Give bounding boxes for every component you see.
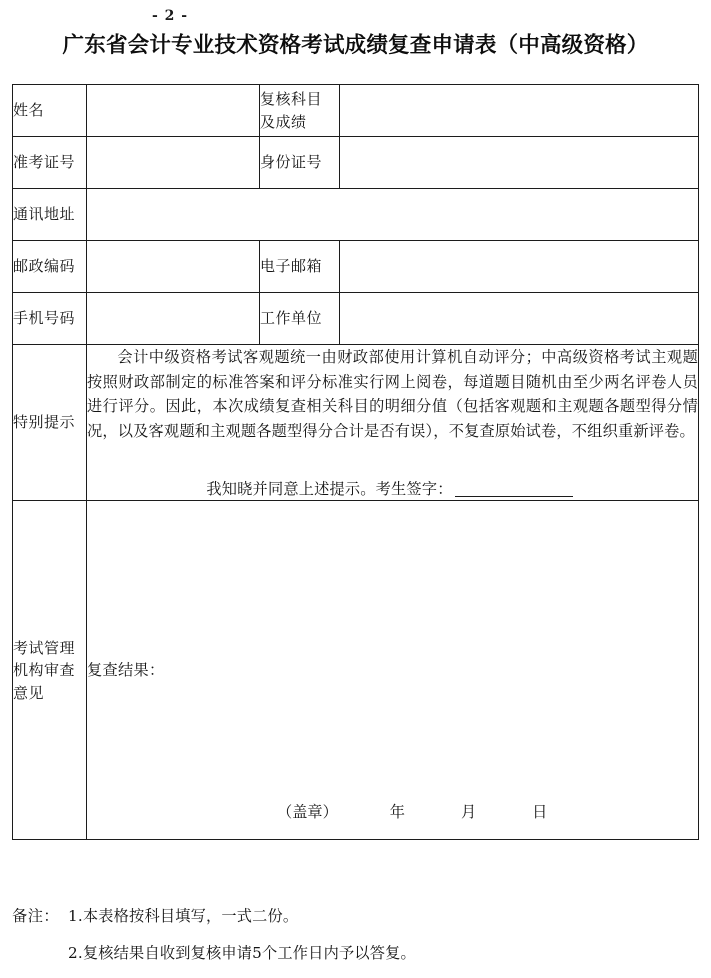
- stamp-label: （盖章）: [277, 802, 338, 821]
- application-form-table: [12, 84, 699, 840]
- label-address: 通讯地址: [13, 189, 87, 241]
- field-email[interactable]: [340, 241, 699, 293]
- footer-notes: [12, 905, 698, 978]
- day-label[interactable]: 日: [532, 802, 548, 821]
- label-name: 姓名: [13, 85, 87, 137]
- label-postcode: 邮政编码: [13, 241, 87, 293]
- label-work-unit: 工作单位: [260, 293, 340, 345]
- table-row-name: [13, 85, 699, 137]
- label-email: 电子邮箱: [260, 241, 340, 293]
- label-review-opinion: 考试管理机构审查意见: [13, 501, 87, 840]
- field-postcode[interactable]: [87, 241, 260, 293]
- footer-note-1-text: 1.本表格按科目填写，一式二份。: [68, 907, 299, 925]
- special-notice-paragraph: 会计中级资格考试客观题统一由财政部使用计算机自动评分；中高级资格考试主观题按照财政部制定的标准答案和评分标准实行网上阅卷，每道题目随机由至少两名评卷人员进行评分。因此，本次成绩复查相关科目的明细分值（包括客观题和主观题各题型得分情况，以及客观题和主观题各题型得分合计是否有误），不复查原始试卷，不组织重新评卷。: [87, 348, 698, 440]
- review-opinion-content: [87, 501, 699, 840]
- footer-notes-label: 备注：: [12, 907, 60, 925]
- label-subject-scores-line2: 及成绩: [260, 112, 307, 131]
- field-admission-no[interactable]: [87, 137, 260, 189]
- candidate-signature-field[interactable]: [455, 496, 573, 497]
- table-row-address: [13, 189, 699, 241]
- table-row-special-notice: [13, 345, 699, 501]
- field-mobile[interactable]: [87, 293, 260, 345]
- month-label[interactable]: 月: [460, 802, 477, 821]
- footer-note-2: [12, 942, 698, 966]
- label-mobile: 手机号码: [13, 293, 87, 345]
- table-row-admission: [13, 137, 699, 189]
- field-subject-scores[interactable]: [340, 85, 699, 137]
- field-id-no[interactable]: [340, 137, 699, 189]
- table-row-mobile: [13, 293, 699, 345]
- year-label[interactable]: 年: [389, 802, 405, 821]
- footer-note-2-text: 2.复核结果自收到复核申请5个工作日内予以答复。: [68, 943, 416, 962]
- special-notice-content: [87, 345, 699, 501]
- label-subject-scores: [260, 85, 340, 137]
- candidate-signature-label: 我知晓并同意上述提示。考生签字：: [206, 479, 453, 498]
- field-work-unit[interactable]: [340, 293, 699, 345]
- label-special-notice: 特别提示: [13, 345, 87, 501]
- candidate-signature-line: [87, 478, 698, 501]
- table-row-review-opinion: [13, 501, 699, 840]
- review-result-label: 复查结果：: [87, 660, 165, 679]
- field-name[interactable]: [87, 85, 260, 137]
- document-title: 广东省会计专业技术资格考试成绩复查申请表（中高级资格）: [62, 33, 649, 58]
- label-subject-scores-line1: 复核科目: [260, 90, 323, 108]
- stamp-date-line: [87, 801, 698, 824]
- label-admission-no: 准考证号: [13, 137, 87, 189]
- field-address[interactable]: [87, 189, 699, 241]
- table-row-postcode: [13, 241, 699, 293]
- label-id-no: 身份证号: [260, 137, 340, 189]
- page-number: - 2 -: [151, 8, 189, 24]
- footer-note-1: [12, 905, 698, 929]
